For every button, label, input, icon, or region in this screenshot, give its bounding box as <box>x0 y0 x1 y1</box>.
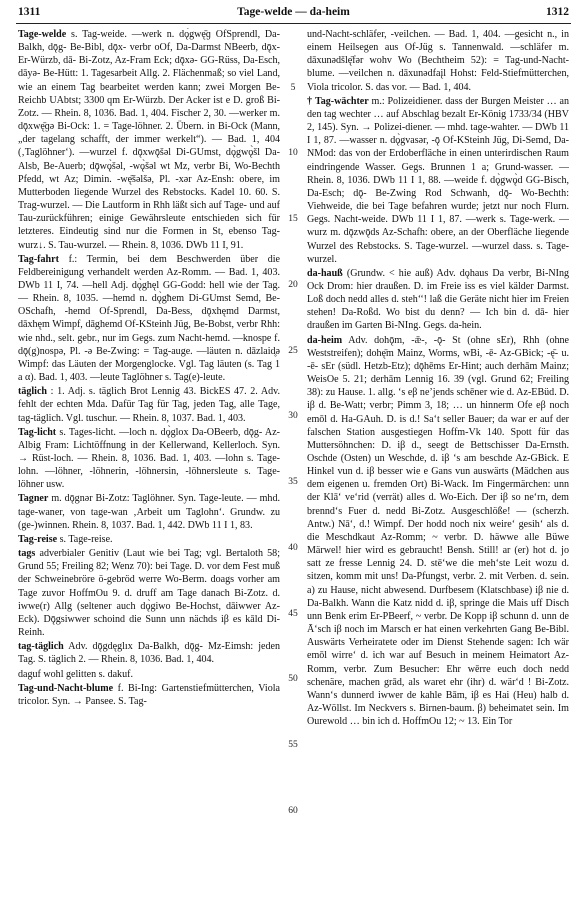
line-number: 35 <box>288 477 298 488</box>
left-column <box>18 28 280 900</box>
line-number: 20 <box>288 279 298 290</box>
line-number: 50 <box>288 674 298 685</box>
entry-text: s. Tage-reise. <box>59 533 113 545</box>
entry-text: m. dǭgnər Bi-Zotz: Taglöhner. Syn. Tage-leute. — mhd. tage-waner, von tage-wan ‚Arbeit um Taglohn‘. Grundw. zu (ge-)winnen. Rhein. 8, 1037. Bad. 1, 442. DWb 11 I 1, 83. <box>18 493 280 531</box>
entry-headword: Tag-reise <box>18 533 58 545</box>
dictionary-entry <box>18 28 280 252</box>
line-number: 5 <box>290 82 296 93</box>
entry-text: f. Bi-Ing: Gartenstiefmütterchen, Viola tricolor. Syn. → Pansee. S. Tag- <box>18 682 280 707</box>
dictionary-entry <box>18 640 280 666</box>
dictionary-entry <box>18 426 280 492</box>
entry-headword: Tag-licht <box>18 426 57 438</box>
dictionary-entry <box>307 267 569 333</box>
line-number: 40 <box>288 542 298 553</box>
dictionary-entry <box>18 253 280 385</box>
right-column <box>307 28 569 900</box>
line-number: 30 <box>288 411 298 422</box>
entry-headword: Tage-welde <box>18 29 67 40</box>
entry-text: m.: Polizeidiener. dass der Burgen Meister … an den tag wechter … auf Abschlag bezalt Er-König 1733/34 (HBV 2, 145). Syn. → Polizei-diener. — mhd. tage-wahter. — DWb 11 I 1, 87. —wasser n. dǫ̀gvasər, -ǭ Of-KSteinh Jüg, Di-Semd, Da-NMod: das von der Erdoberfläche in einen unterirdischen Raum eindringende Wasser. Gegs. Brunnen 1 a; Grund-wasser. — Rhein. 8, 1036. DWb 11 I 1, 88. —weide f. dǫ̀gwǫ̀d GG-Bisch, Da-Esch; dǭ- Be-Zwing Rod Schwanh, dǭ- Wo-Bechth: Viehweide, die bei Tage befahren wurde; jetzt nur noch Flurn. Gegs. Nacht-weide. DWb 11 I 1, 87. —werk s. Tage-werk. —wurz m. dǭzwǭds Az-Schafh: obere, an der Oberfläche liegende Wurzel des Rebstocks. S. Tage-wurzel. —wurzel dass. s. Tage-wurzel. <box>307 95 569 265</box>
dictionary-entry <box>307 95 569 266</box>
entry-headword: Tag-fahrt <box>18 253 59 265</box>
dictionary-entry <box>18 547 280 639</box>
line-number: 10 <box>288 148 298 159</box>
entry-headword: da-hauß <box>307 267 343 279</box>
line-number: 15 <box>288 214 298 225</box>
entry-text: Adv. dǭgdęglıx Da-Balkh, dǭg- Mz-Eimsh: jeden Tag. S. täglich 2. — Rhein. 8, 1036. Bad. 1, 404. <box>18 641 280 666</box>
dictionary-entry <box>307 334 569 729</box>
entry-text: s. Tag-weide. —werk n. dǫ̀gwę̄ɡ OfSprendl, Da-Balkh, dǭg- Be-Bibl, dǭx- verbr oOf, Da-Darmst NBeerb, dǭx- Er-Würzb, dā- Bi-Zotz, Az-Fram Eck; dǭxə- GG-Rüss, Da-Esch, dāyə- Be-Hütt: 1. Tagesarbeit Allg. 2. Flächenmaß; so viel Land, wie an einem Tag bearbeitet werden kann; zwei Morgen Be-Reichb UAbtst; 3300 qm Er-Würzb. Der Acker ist e D. groß Bi-Zotz. — Rhein. 8, 1036. Bad. 1, 404. Fischer 2, 30. —werker m. dǭxwę̄ɡə Bi-Ock: 1. = Tage-löhner. 2. Übern. in Bi-Ock (Mann, „der tagelang schafft, der immer werkelt“). — Bad. 1, 404 (‚Taglöhner‘). —wurzel f. dǭxwǭšəl Di-GUmst, dǫ̀gwǫ̀šl Da-Alsb, Be-Auerb; dǭwǫ̀šəl, -wǫ̀šəl wt Mz, verbr Bi, Wo-Bechth Pfedd, wt Az; Dimin. -wę̄šəlšə, Pl. -xər Az-Ensh: obere, im Mutterboden liegende Wurzel des Rebstocks. Kadel 10. 60. S. Trag-wurzel. — Die Lautform in Rhh läßt sich auf Tage- und auf Tau-zurückführen; einige Gewährsleute entschieden sich für letzteres. Eindeutig sind nur die Formen in St, ebenso Tag-wurz↓. S. Tau-wurzel. — Rhein. 8, 1036. DWb 11 I, 91. <box>18 29 280 251</box>
entry-text: und-Nacht-schläfer, -veilchen. — Bad. 1, 404. —gesicht n., in einem Heilsegen aus Of-Jüg s. Tannenwald. —schläfer m. dāxunədšlę̄fər wohv Wo (Bechtheim 52): = Tag-und-Nacht-blume. —veilchen n. dāxunədfaįl Hohst: Feld-Stiefmütterchen, Viola tricolor. S. das vor. — Bad. 1, 404. <box>307 29 569 93</box>
entry-headword: † Tag-wächter <box>307 95 369 107</box>
entry-headword: täglich <box>18 386 48 398</box>
dictionary-entry <box>307 28 569 94</box>
running-title: Tage-welde — da-heim <box>237 6 350 18</box>
dictionary-entry <box>18 668 280 681</box>
running-header <box>0 6 587 22</box>
entry-text: s. Tages-licht. —loch n. dǫ̀glox Da-OBeerb, dǭg- Az-Albig Fram: Lichtöffnung in der Kellerwand, Kellerloch. Syn. → Rüst-loch. — Rhein. 8, 1036. Bad. 1, 403. —lohn s. Tage-lohn. —löhner, -löhnerin, -löhnersin, -löhnersleute s. Tage-löhner usw. <box>18 426 280 491</box>
line-number: 25 <box>288 345 298 356</box>
entry-text: : 1. Adj. s. täglich Brot Lennig 43. BickES 47. 2. Adv. fehlt der echten Mda. Dafür Tag für Tag, jeden Tag, alle Tage, tag-täglich. Vgl. tuschur. — Rhein. 8, 1037. Bad. 1, 403. <box>18 386 280 424</box>
dictionary-entry <box>18 492 280 531</box>
entry-text: daguf wohl gelitten s. dakuf. <box>18 668 133 680</box>
entry-headword: Tag-und-Nacht-blume <box>18 682 114 694</box>
dictionary-entry <box>18 533 280 546</box>
page-number-left: 1311 <box>18 6 41 18</box>
dictionary-entry <box>18 682 280 708</box>
entry-text: (Grundw. < hie auß) Adv. dǫhaus Da verbr, Bi-NIng Ock Drom: hier draußen. D. im Freie iss es viel kälder Darmst. Loß doch nedd alles d. steh‘‘! laß die Geräte nicht hier im Freien stehen! Da-Roßd. Wo bist du denn? — Ich bin d. dā- hier draußen im Garten Bi-NIng. Gegs. da-hein. <box>307 267 569 332</box>
entry-headword: tag-täglich <box>18 641 64 653</box>
entry-text: Adv. dohǭm, -ǣ-, -ǭ- St (ohne sEr), Rhh (ohne Weststreifen); dohę̄m Mainz, Worms, wBi, -ē- Az-GBick; -ę̄- u. -ē- sEr (südl. Hetzb-Etz); dǭhēms Er-Hint; auch derhām Mainz; WeisOe 5. 21; derhām Lennig 16. 39 (vgl. Grund 62; Freiling 38): zu Hause. 1. allg. ‘s eβ ne’jends schēner wie d. Az-EBüd. D. iβ d. Be-Watt; verbr; Pimm 3, 18; … un hinnerm Ofe eβ noch emōl d. Ha-GAuh. D. is d.! Sa‘t seller Bauer; da war er auf der falschen Station ausgestiegen Hoffm-Vk 140. Spott für das Muttersöhnchen: D. iβ d., seegt de Bettschisser Da-Ernsth. Oschde (Osten) un Weschde, d. iβ ‘s am beschde Az-GBick. E Hinkel vun d. iβ besser wie e Gans vun auswärts (Mädchen aus dem eigenen u. fremden Ort) Bi-Wack. Im Fingermärchen: unn der Klā‘ ve‘rid (verrät) alles d. Wo-Eich. Der iβ so ne‘rn, dem brennd‘s Fuer d. nedd Bi-Zotz. Ausgeschlöße! — (scherzh. Antw.) Nā‘, d.! Wimpf. Der hodd noch nix weire‘ gesih‘ als d. die Meschdkaut Az-Romm; ~ verbr. D. häwwe alle Büwe Märwel! hier wird es gebraucht! Bensh. Still! ar (er) hot d. jo satt ze fresse Lennig 24. D. stē‘we die meh‘ste Leit wozu d. sitzen, komm mit uns! Da-Pfungst, verbr. 2. mit Verben. d. sein. a) zu Hause, nicht abwesend. Durfbesem (Klatschbase) iβ nie d. Da-Balkh. Wann die Katz nidd d. iβ, springe die Mais uff Disch unn Benk erim Er-PBeerf, ~ verbr. De Kopp iβ schunn d. unn de Ā‘sch iβ noch im Marsch er hat einen verkehrten Gang Be-Bibl. Auswärts Verheiratete oder im Dienst Stehende sagen: Ich wär emōl wirre‘ d. ich war auf Besuch in meinem Heimatort Az-Romm, verbr. Zum Besucher: Ehr wērre euch doch nedd schenäre, machen grād, als waret ehr (ihr) d. wär‘d ! Bi-Zotz. Wann‘s dunnerd iwwer de kahle Bām, iβ es Hai (Heu) halb d. Az-Wöllst. Im Neckvers s. Birnen-baum. β) beheimatet sein. Im Ourewold … bin ich d. HoffmOu 12; ~ 13. Ein Tor <box>307 334 569 728</box>
header-rule <box>16 23 571 24</box>
line-number: 60 <box>288 805 298 816</box>
line-number: 45 <box>288 608 298 619</box>
entry-headword: tags <box>18 548 36 560</box>
line-number: 55 <box>288 740 298 751</box>
entry-headword: Tagner <box>18 493 49 505</box>
entry-headword: da-heim <box>307 334 343 346</box>
dictionary-entry <box>18 385 280 424</box>
entry-text: adverbialer Genitiv (Laut wie bei Tag; vgl. Bertaloth 58; Grund 55; Freiling 82; Wenz 70): bei Tage. D. vor dem Fest muß der Schweinebröre ö-gebröd werre Wo-Berm. doags vorher am Tage zuvor HoffmOu 9. d. druff am Tage danach Bi-Zotz. d. iwwe(r) Allg (seltener auch dǫ̀giwo Be-Hochst, dāiwwer Az-Eck). Dǭgsiwwer schoind die Sunn unn nächds iβ es kāld Di-Reinh. <box>18 548 280 639</box>
page-number-right: 1312 <box>546 6 569 18</box>
entry-text: f.: Termin, bei dem Beschwerden über die Feldbereinigung verhandelt werden Az-Romm. — Bad. 1, 403. DWb 11 I, 74. —hell Adj. dǫ̀ghęl GG-Godd: hell wie der Tag. — Rhein. 8, 1035. —hemd n. dǫ̀għem Di-GUmst Semd, Be-OSchafh, -hemd Of-Sprendl, Da-Bess, dǭxhęmd Darmst, dāxhęm Wimpf, dāghemd Of-KSteinh Jüg, Be-Bobst, verbr Rhh: wie nhd., selt. gebr., nur im Gegs. zum Nacht-hemd. —knospe f. dǭ(g)nospə, Pl. -ə Be-Zwing: = Tag-auge. —läuten n. dāzlaid̥ə Wimpf: das Läuten der Morgenglocke. Vgl. Tag läuten (s. Tag 1 a α). Bad. 1, 403. —leute Taglöhner s. Tag(e)-leute. <box>18 253 280 384</box>
